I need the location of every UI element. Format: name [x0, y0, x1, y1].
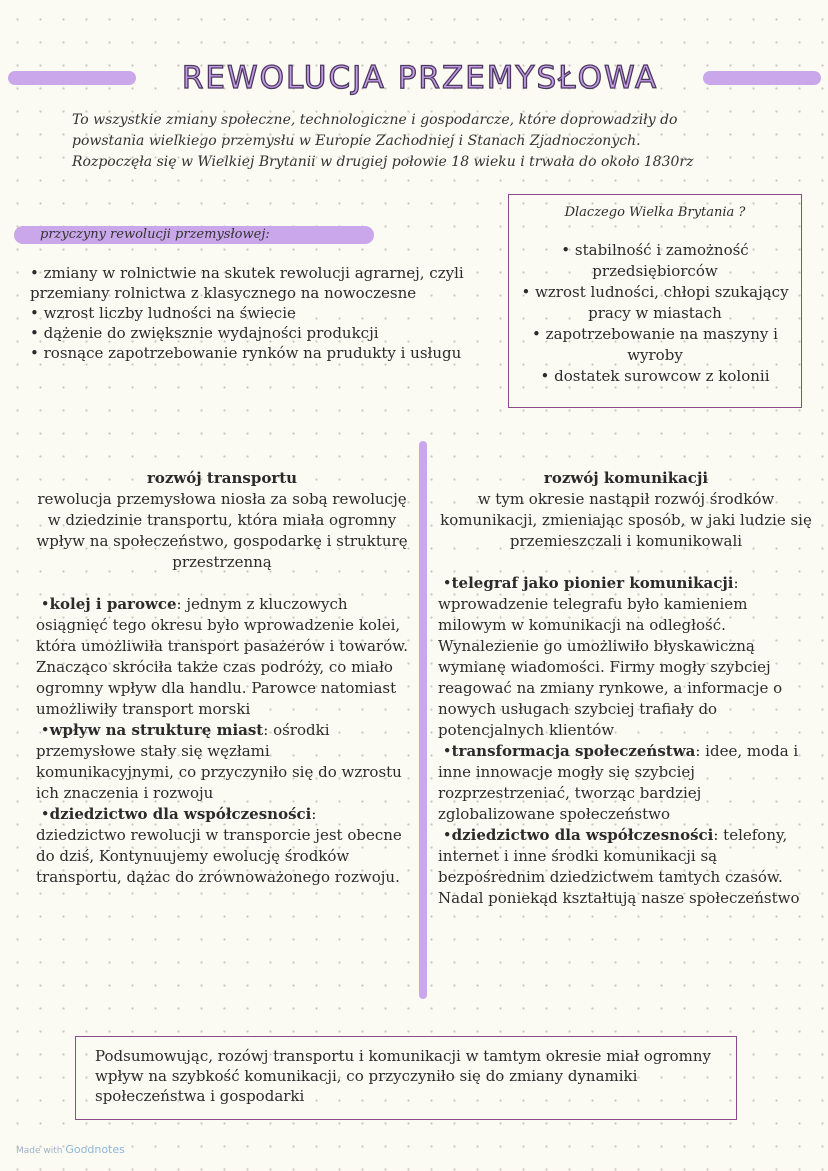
- item-text: : telefony, internet i inne środki komunikacji są bezpośrednim dziedzictwem tamtych czasów. Nadal poniekąd kształtują nasze społeczeństwo: [438, 826, 800, 907]
- britain-heading: Dlaczego Wielka Brytania ?: [564, 205, 746, 220]
- transport-item: •wpływ na strukturę miast: ośrodki przemysłowe stały się węzłami komunikacyjnymi, co przyczyniło się do wzrostu ich znaczenia i rozwoju: [36, 721, 402, 802]
- intro-text: [72, 110, 772, 173]
- goodnotes-badge: [16, 1143, 125, 1156]
- transport-section: [36, 468, 408, 888]
- intro-line: powstania wielkiego przemysłu w Europie Zachodniej i Stanach Zjadnoczonych.: [72, 133, 641, 149]
- item-bold: kolej i parowce: [49, 595, 177, 613]
- item-bold: wpływ na strukturę miast: [49, 721, 264, 739]
- list-item: • dążenie do zwiększnie wydajności produkcji: [30, 324, 379, 342]
- title-bar-right: [703, 71, 821, 85]
- list-item: • wzrost liczby ludności na świecie: [30, 304, 296, 322]
- communication-heading: rozwój komunikacji: [543, 469, 709, 487]
- transport-intro: rewolucja przemysłowa niosła za sobą rewolucję w dziedzinie transportu, która miała ogromny wpływ na społeczeństwo, gospodarkę i strukturę przestrzenną: [36, 490, 408, 571]
- list-item: • stabilność i zamożność przedsiębiorców: [561, 241, 749, 280]
- title-bar-left: [8, 71, 136, 85]
- britain-list: [512, 240, 798, 387]
- page-title: REWOLUCJA PRZEMYSŁOWA: [181, 60, 659, 96]
- list-item: • dostatek surowcow z kolonii: [540, 367, 770, 385]
- item-text: : ośrodki przemysłowe stały się węzłami komunikacyjnymi, co przyczyniło się do wzrostu ich znaczenia i rozwoju: [36, 721, 402, 802]
- badge-brand: Goodnotes: [65, 1143, 125, 1156]
- transport-heading: rozwój transportu: [146, 469, 298, 487]
- item-bold: dziedzictwo dla współczesności: [49, 805, 312, 823]
- causes-heading: przyczyny rewolucji przemysłowej:: [40, 227, 270, 242]
- item-text: : idee, moda i inne innowacje mogły się szybciej rozprzestrzeniać, tworząc bardziej zglobalizowane społeczeństwo: [438, 742, 799, 823]
- communication-item: •telegraf jako pionier komunikacji: wprowadzenie telegrafu było kamieniem milowym w komunikacji na odległość. Wynalezienie go umożliwiło błyskawiczną wymianę wiadomości. Firmy mogły szybciej reagować na zmiany rynkowe, a informacje o nowych usługach szybciej trafiały do potencjalnych klientów: [438, 574, 783, 739]
- intro-line: Rozpoczęła się w Wielkiej Brytanii w drugiej połowie 18 wieku i trwała do około 1830rz: [72, 154, 694, 170]
- item-text: : wprowadzenie telegrafu było kamieniem milowym w komunikacji na odległość. Wynalezienie go umożliwiło błyskawiczną wymianę wiadomości. Firmy mogły szybciej reagować na zmiany rynkowe, a informacje o nowych usługach szybciej trafiały do potencjalnych klientów: [438, 574, 783, 739]
- badge-prefix: Made with: [16, 1146, 63, 1156]
- item-text: : dziedzictwo rewolucji w transporcie jest obecne do dziś, Kontynuujemy ewolucję środków transportu, dążac do zrównoważonego rozwoju.: [36, 805, 402, 886]
- item-bold: dziedzictwo dla współczesności: [451, 826, 714, 844]
- item-bold: transformacja społeczeństwa: [451, 742, 696, 760]
- communication-section: [438, 468, 814, 909]
- summary-text: Podsumowując, rozówj transportu i komunikacji w tamtym okresie miał ogromny wpływ na szybkość komunikacji, co przyczyniło się do zmiany dynamiki społeczeństwa i gospodarki: [95, 1047, 711, 1105]
- intro-line: To wszystkie zmiany społeczne, technologiczne i gospodarcze, które doprowadziły do: [72, 112, 678, 128]
- communication-item: •dziedzictwo dla współczesności: telefony, internet i inne środki komunikacji są bezpośrednim dziedzictwem tamtych czasów. Nadal poniekąd kształtują nasze społeczeństwo: [438, 826, 800, 907]
- column-divider: [419, 441, 427, 999]
- causes-list: [30, 263, 480, 363]
- transport-item: •dziedzictwo dla współczesności: dziedzictwo rewolucji w transporcie jest obecne do dziś, Kontynuujemy ewolucję środków transportu, dążac do zrównoważonego rozwoju.: [36, 805, 402, 886]
- list-item: • wzrost ludności, chłopi szukający pracy w miastach: [521, 283, 789, 322]
- communication-item: •transformacja społeczeństwa: idee, moda i inne innowacje mogły się szybciej rozprzestrzeniać, tworząc bardziej zglobalizowane społeczeństwo: [438, 742, 799, 823]
- transport-item: •kolej i parowce: jednym z kluczowych osiągnięć tego okresu było wprowadzenie kolei, która umożliwiła transport pasażerów i towarów. Znacząco skróciła także czas podróży, co miało ogromny wpływ dla handlu. Parowce natomiast umożliwiły transport morski: [36, 595, 408, 718]
- list-item: • rosnące zapotrzebowanie rynków na prudukty i usługu: [30, 344, 462, 362]
- communication-intro: w tym okresie nastąpił rozwój środków komunikacji, zmieniając sposób, w jaki ludzie się przemieszczali i komunikowali: [440, 490, 812, 550]
- list-item: • zmiany w rolnictwie na skutek rewolucji agrarnej, czyli przemiany rolnictwa z klasycznego na nowoczesne: [30, 264, 464, 302]
- item-text: : jednym z kluczowych osiągnięć tego okresu było wprowadzenie kolei, która umożliwiła transport pasażerów i towarów. Znacząco skróciła także czas podróży, co miało ogromny wpływ dla handlu. Parowce natomiast umożliwiły transport morski: [36, 595, 408, 718]
- list-item: • zapotrzebowanie na maszyny i wyroby: [532, 325, 778, 364]
- item-bold: telegraf jako pionier komunikacji: [451, 574, 734, 592]
